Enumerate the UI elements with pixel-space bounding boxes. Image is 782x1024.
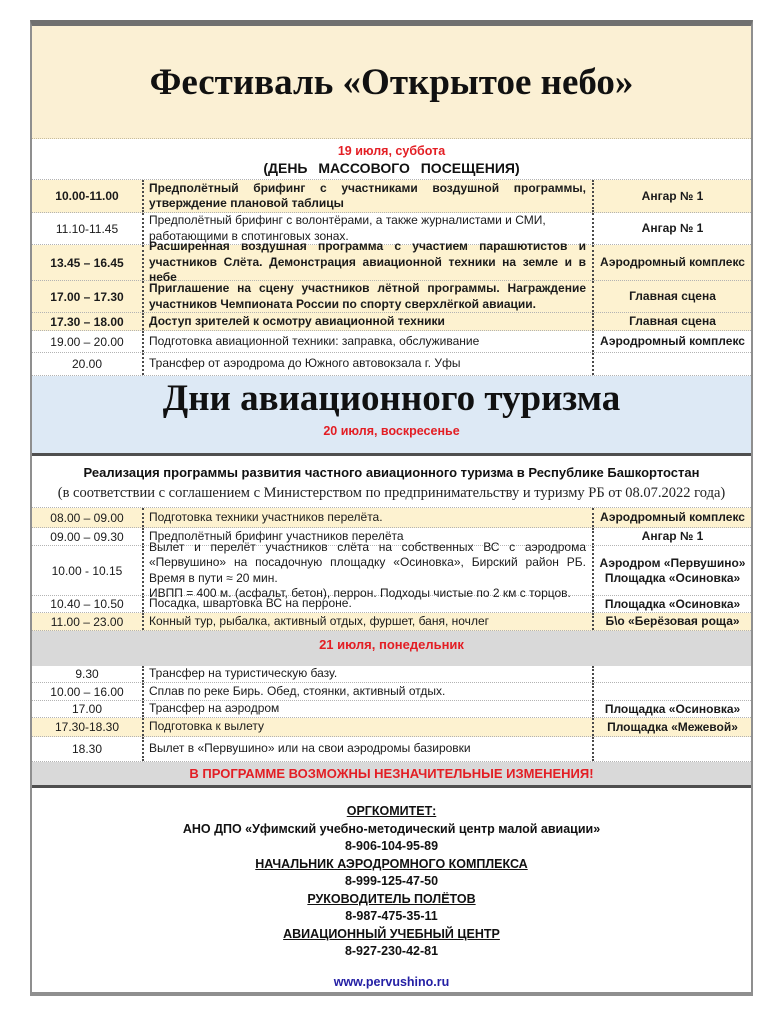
row-location: [594, 683, 751, 700]
row-desc: [142, 613, 594, 630]
row-time: 11.00 – 23.00: [50, 614, 124, 629]
row-desc: [142, 718, 594, 736]
desc-line: Расширенная воздушная программа с участием парашютистов и участников Слёта. Демонстрация авиационной техники на земле и в небе: [149, 239, 586, 285]
row-time: 08.00 – 09.00: [50, 510, 124, 525]
row-location: Аэродромный комплекс: [600, 255, 745, 269]
desc-line: Вылет и перелёт участников слёта на собственных ВС с аэродрома «Первушино» на посадочную площадку «Осиновка», Бирский район РБ. Время в пути ≈ 20 мин.: [149, 539, 586, 585]
row-location: [594, 546, 751, 595]
contact-role-airfield-chief: НАЧАЛЬНИК АЭРОДРОМНОГО КОМПЛЕКСА: [255, 856, 528, 871]
row-time: 17.00 – 17.30: [50, 289, 124, 304]
desc-line: Посадка, швартовка ВС на перроне.: [149, 596, 352, 611]
contact-phone-training-center: 8-927-230-42-81: [344, 944, 439, 958]
row-desc: [142, 281, 594, 312]
location-line: Аэродром «Первушино»: [599, 555, 746, 570]
row-desc: [142, 701, 594, 717]
row-time: 09.00 – 09.30: [50, 529, 124, 544]
notice-banner: [32, 762, 751, 785]
row-location: Б\о «Берёзовая роща»: [605, 614, 740, 628]
row-time: 11.10-11.45: [55, 221, 119, 236]
day1-date-block: [32, 139, 751, 179]
table-row: [32, 313, 751, 331]
row-location: [594, 737, 751, 761]
row-location: Аэродромный комплекс: [600, 334, 745, 348]
table-row: [32, 666, 751, 683]
schedule-table-day1: [32, 179, 751, 376]
table-row: [32, 353, 751, 376]
row-location: Площадка «Межевой»: [607, 719, 738, 734]
desc-line: Трансфер на туристическую базу.: [149, 666, 338, 681]
day1-date: 19 июля, суббота: [337, 144, 446, 158]
table-row: [32, 239, 751, 285]
row-location: Главная сцена: [629, 314, 716, 328]
row-time: 20.00: [71, 357, 103, 371]
schedule-table-day2: [32, 507, 751, 631]
tourism-title: Дни авиационного туризма: [162, 378, 621, 419]
desc-line: Сплав по реке Бирь. Обед, стоянки, активный отдых.: [149, 683, 446, 698]
row-location: [594, 353, 751, 375]
table-row: [32, 737, 751, 762]
row-time: 18.30: [71, 742, 103, 756]
row-location: [594, 666, 751, 682]
desc-line: ИВПП = 400 м. (асфальт, бетон), перрон. Подходы чистые по 2 км с торцов.: [149, 585, 571, 600]
schedule-table-day3: [32, 666, 751, 762]
row-desc: [142, 666, 594, 682]
row-desc: [142, 539, 594, 600]
contact-role-training-center: АВИАЦИОННЫЙ УЧЕБНЫЙ ЦЕНТР: [283, 926, 500, 941]
row-location: Ангар № 1: [641, 529, 704, 543]
desc-line: Вылет в «Первушино» или на свои аэродромы базировки: [149, 741, 471, 756]
location-line: Площадка «Осиновка»: [604, 570, 741, 585]
day3-date: 21 июля, понедельник: [319, 636, 464, 652]
table-row: [32, 683, 751, 701]
row-desc: [142, 683, 594, 700]
row-desc: [142, 180, 594, 212]
desc-line: Доступ зрителей к осмотру авиационной техники: [149, 313, 445, 328]
row-location: Площадка «Осиновка»: [604, 596, 741, 611]
notice-text: В ПРОГРАММЕ ВОЗМОЖНЫ НЕЗНАЧИТЕЛЬНЫЕ ИЗМЕНЕНИЯ!: [189, 766, 594, 781]
program-intro-note: (в соответствии с соглашением с Министерством по предпринимательству и туризму РБ от 08.07.2022 года): [57, 485, 726, 501]
contact-org: АНО ДПО «Уфимский учебно-методический центр малой авиации»: [182, 821, 601, 836]
row-desc: [142, 313, 594, 330]
program-intro: [32, 456, 751, 507]
website-link[interactable]: www.pervushino.ru: [333, 974, 450, 989]
table-row: [32, 701, 751, 718]
festival-title: Фестиваль «Открытое небо»: [149, 61, 634, 103]
row-location: Главная сцена: [629, 289, 716, 303]
desc-line: Приглашение на сцену участников лётной программы. Награждение участников Чемпионата России по спорту сверхлёгкой авиации.: [149, 281, 586, 311]
contact-role-flight-director: РУКОВОДИТЕЛЬ ПОЛЁТОВ: [307, 891, 476, 906]
contact-org-phone: 8-906-104-95-89: [344, 839, 439, 853]
flyer-page: [30, 20, 753, 996]
row-desc: [142, 239, 594, 285]
desc-line: Предполётный брифинг с участниками воздушной программы, утверждение плановой таблицы: [149, 180, 586, 210]
row-time: 17.30-18.30: [54, 720, 120, 734]
row-location: Ангар № 1: [641, 188, 704, 203]
row-location: Аэродромный комплекс: [600, 510, 745, 524]
row-time: 9.30: [75, 667, 99, 681]
header-band: [32, 26, 751, 139]
desc-line: Подготовка к вылету: [149, 719, 264, 734]
day1-subtitle: (ДЕНЬ МАССОВОГО ПОСЕЩЕНИЯ): [263, 160, 520, 176]
desc-line: Трансфер от аэродрома до Южного автовокзала г. Уфы: [149, 356, 461, 371]
desc-line: Подготовка авиационной техники: заправка, обслуживание: [149, 333, 480, 348]
row-time: 10.00 – 16.00: [50, 684, 124, 699]
table-row: [32, 331, 751, 353]
row-time: 17.00: [71, 702, 103, 716]
desc-line: Предполётный брифинг с волонтёрами, а также журналистами и СМИ, работающими в спотинговых зонах.: [149, 213, 546, 243]
contact-phone-flight-director: 8-987-475-35-11: [345, 909, 438, 923]
row-desc: [142, 737, 594, 761]
table-row: [32, 613, 751, 631]
contact-phone-airfield-chief: 8-999-125-47-50: [344, 874, 439, 888]
row-desc: [142, 331, 594, 352]
row-time: 10.00 - 10.15: [51, 563, 123, 578]
row-time: 10.40 – 10.50: [50, 597, 124, 611]
table-row: [32, 508, 751, 528]
table-row: [32, 718, 751, 737]
row-desc: [142, 508, 594, 527]
day3-banner: [32, 631, 751, 666]
day2-date: 20 июля, воскресенье: [323, 424, 460, 438]
table-row: [32, 596, 751, 613]
desc-line: Предполётный брифинг участников перелёта: [149, 528, 404, 543]
table-row: [32, 539, 751, 600]
contacts-section: [32, 788, 751, 992]
row-time: 13.45 – 16.45: [50, 255, 124, 270]
desc-line: Подготовка техники участников перелёта.: [149, 509, 383, 524]
row-time: 19.00 – 20.00: [50, 334, 124, 349]
desc-line: Конный тур, рыбалка, активный отдых, фуршет, баня, ночлег: [149, 613, 489, 628]
desc-line: Трансфер на аэродром: [149, 701, 280, 716]
row-desc: [142, 353, 594, 375]
row-location: Площадка «Осиновка»: [604, 701, 741, 716]
row-time: 17.30 – 18.00: [50, 314, 124, 329]
table-row: [32, 281, 751, 313]
row-location: Ангар № 1: [641, 221, 704, 235]
program-intro-title: Реализация программы развития частного авиационного туризма в Республике Башкортостан: [83, 465, 700, 480]
table-row: [32, 180, 751, 213]
tourism-banner: [32, 376, 751, 453]
row-time: 10.00-11.00: [55, 189, 119, 203]
contacts-heading: ОРГКОМИТЕТ:: [346, 804, 437, 818]
row-desc: [142, 596, 594, 612]
